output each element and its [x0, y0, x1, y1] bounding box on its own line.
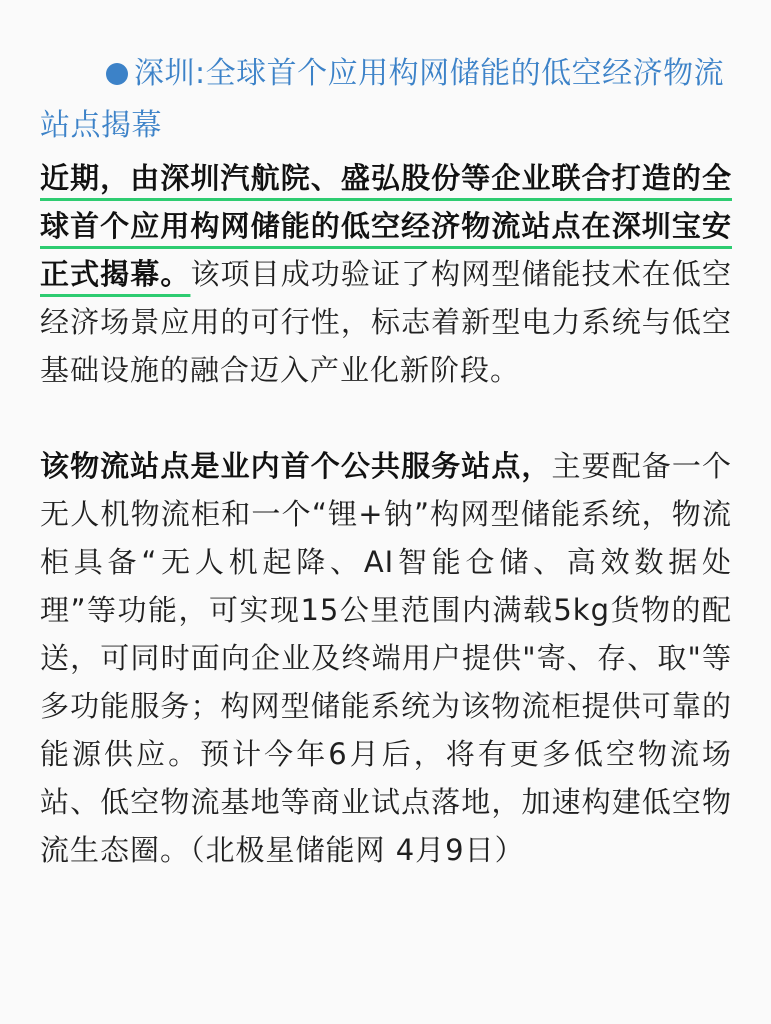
bullet-dot-icon: [106, 63, 128, 85]
highlighted-lead-text: 近期，由深圳汽航院、盛弘股份等企业联合打造的全球首个应用构网储能的低空经济物流站点在深圳宝安正式揭幕。: [40, 161, 732, 291]
article: [40, 48, 732, 874]
paragraph-1: [40, 154, 732, 394]
paragraph-2: [40, 442, 732, 874]
headline: [40, 48, 732, 152]
bold-lead-text: 该物流站点是业内首个公共服务站点，: [40, 449, 552, 483]
headline-text: 深圳:全球首个应用构网储能的低空经济物流站点揭幕: [40, 56, 725, 143]
paragraph-1-body: 该项目成功验证了构网型储能技术在低空经济场景应用的可行性，标志着新型电力系统与低空基础设施的融合迈入产业化新阶段。: [40, 257, 732, 387]
paragraph-2-body: 主要配备一个无人机物流柜和一个“锂+钠”构网型储能系统，物流柜具备“无人机起降、AI智能仓储、高效数据处理”等功能，可实现15公里范围内满载5kg货物的配送，可同时面向企业及终端用户提供"寄、存、取"等多功能服务；构网型储能系统为该物流柜提供可靠的能源供应。预计今年6月后，将有更多低空物流场站、低空物流基地等商业试点落地，加速构建低空物流生态圈。（北极星储能网 4月9日）: [40, 449, 732, 867]
